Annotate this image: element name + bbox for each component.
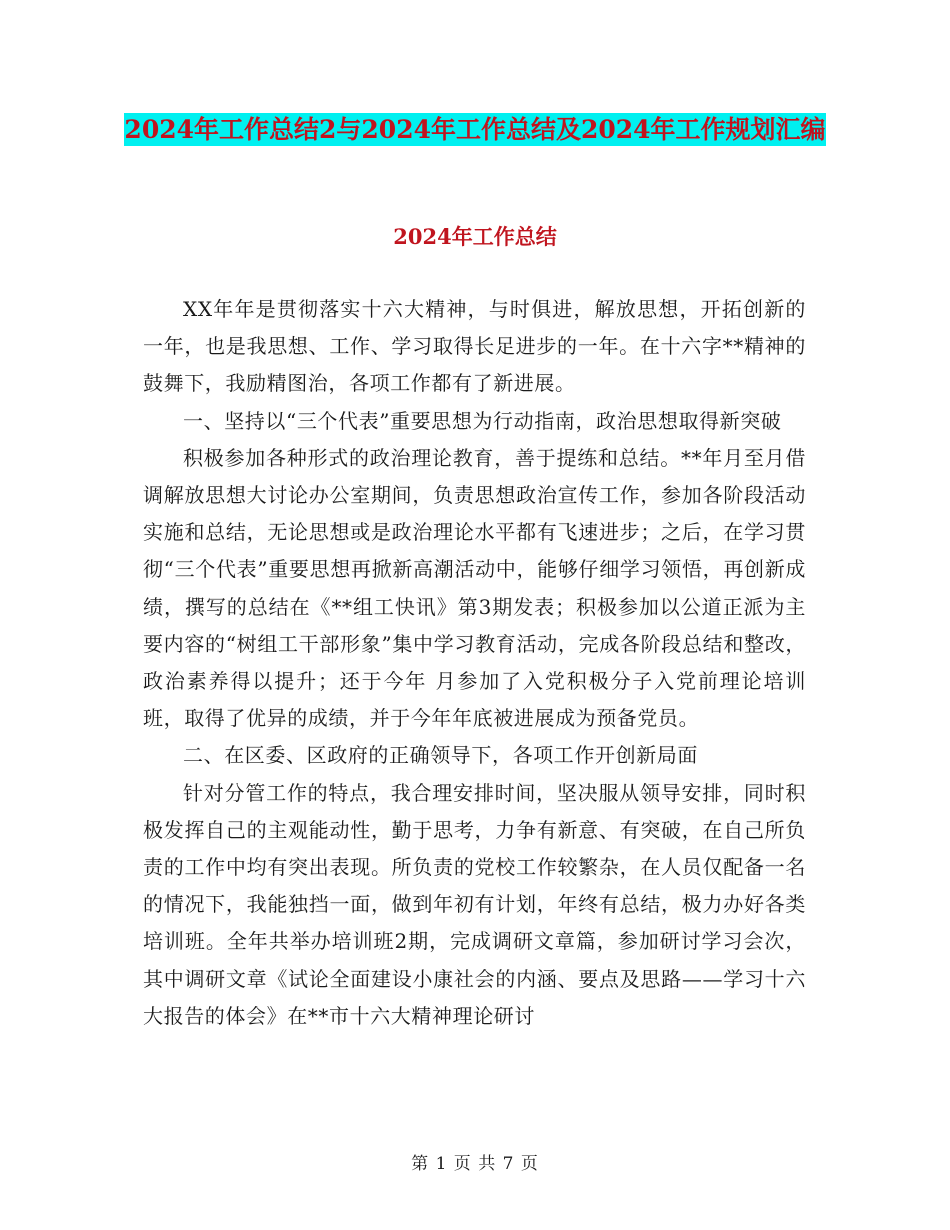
document-body xyxy=(143,291,806,1035)
footer-prefix: 第 xyxy=(411,1154,430,1174)
footer-current-page: 1 xyxy=(435,1154,448,1174)
heading-work: 二、在区委、区政府的正确领导下，各项工作开创新局面 xyxy=(183,743,698,768)
footer-total-pages: 7 xyxy=(502,1154,515,1174)
document-title xyxy=(120,108,830,152)
heading-politics: 一、坚持以“三个代表”重要思想为行动指南，政治思想取得新突破 xyxy=(183,408,782,433)
section-title: 2024年工作总结 xyxy=(393,224,557,249)
footer-middle: 页 共 xyxy=(453,1154,497,1174)
paragraph-politics: 积极参加各种形式的政治理论教育，善于提练和总结。**年月至月借调解放思想大讨论办公室期间，负责思想政治宣传工作，参加各阶段活动实施和总结，无论思想或是政治理论水平都有飞速进步；之后，在学习贯彻“三个代表”重要思想再掀新高潮活动中，能够仔细学习领悟，再创新成绩，撰写的总结在《**组工快讯》第3期发表；积极参加以公道正派为主要内容的“树组工干部形象”集中学习教育活动，完成各阶段总结和整改，政治素养得以提升；还于今年 月参加了入党积极分子入党前理论培训班，取得了优异的成绩，并于今年年底被进展成为预备党员。 xyxy=(143,445,806,731)
page-footer xyxy=(0,1152,950,1176)
paragraph-work: 针对分管工作的特点，我合理安排时间，坚决服从领导安排，同时积极发挥自己的主观能动性，勤于思考，力争有新意、有突破，在自己所负责的工作中均有突出表现。所负责的党校工作较繁杂，在人员仅配备一名的情况下，我能独挡一面，做到年初有计划，年终有总结，极力办好各类培训班。全年共举办培训班2期，完成调研文章篇，参加研讨学习会次，其中调研文章《试论全面建设小康社会的内涵、要点及思路——学习十六大报告的体会》在**市十六大精神理论研讨 xyxy=(143,780,806,1028)
document-title-text: 2024年工作总结2与2024年工作总结及2024年工作规划汇编 xyxy=(124,115,826,144)
paragraph-intro: XX年年是贯彻落实十六大精神，与时俱进，解放思想，开拓创新的一年，也是我思想、工作、学习取得长足进步的一年。在十六字**精神的鼓舞下，我励精图治，各项工作都有了新进展。 xyxy=(143,297,806,396)
footer-suffix: 页 xyxy=(520,1154,539,1174)
